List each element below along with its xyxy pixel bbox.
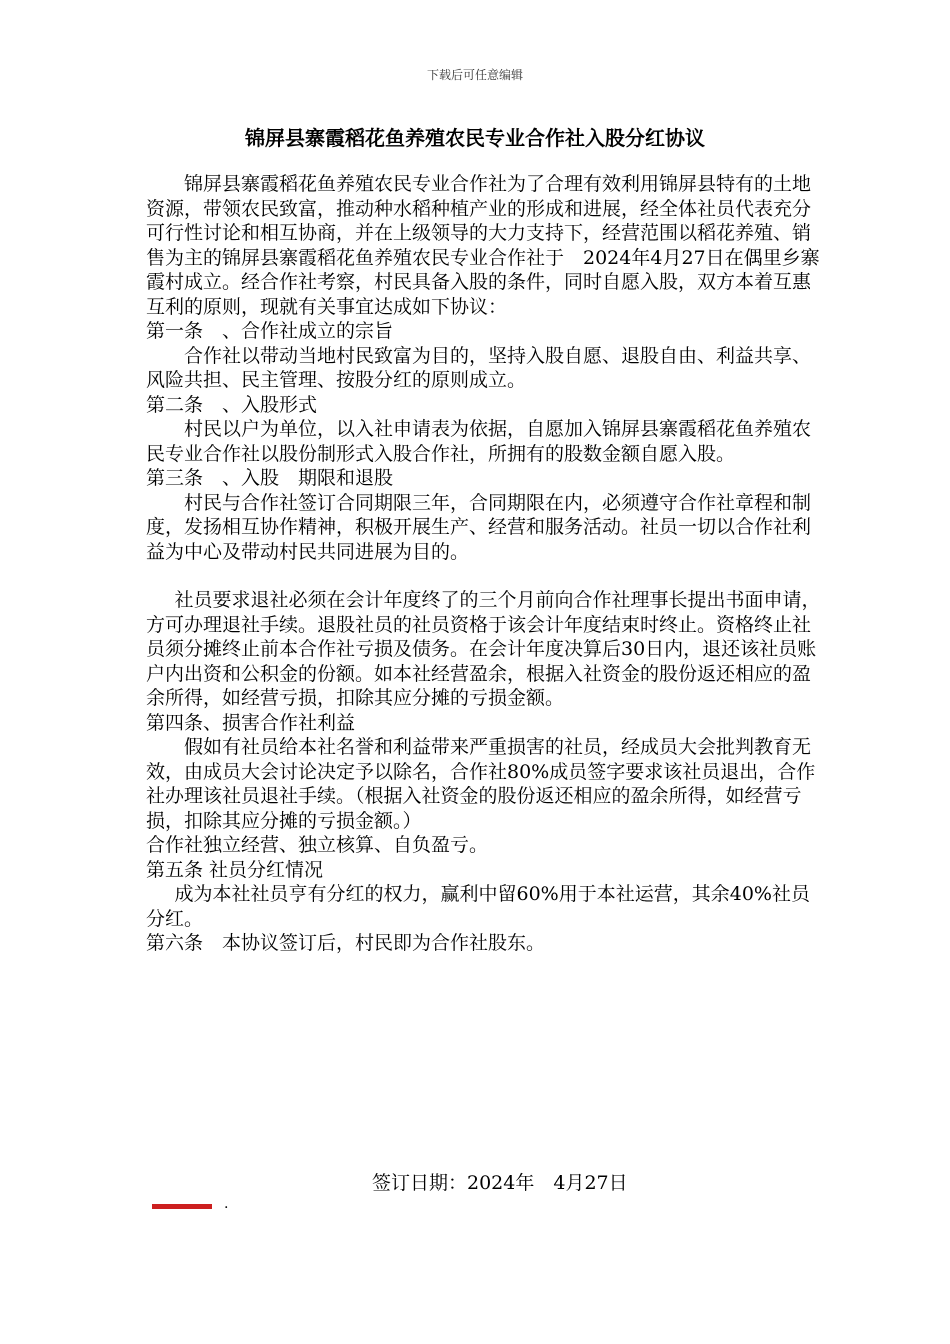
article-2-body: 村民以户为单位，以入社申请表为依据，自愿加入锦屏县寨霞稻花鱼养殖农民专业合作社以股份制形式入股合作社，所拥有的股数金额自愿入股。 (146, 418, 812, 465)
article-4-body: 假如有社员给本社名誉和利益带来严重损害的社员，经成员大会批判教育无效，由成员大会讨论决定予以除名，合作社80%成员签字要求该社员退出，合作社办理该社员退社手续。（根据入社资金的股份返还相应的盈余所得，如经营亏损，扣除其应分摊的亏损金额。） (146, 736, 816, 832)
header-note: 下载后可任意编辑 (426, 68, 523, 82)
red-decorative-bar (152, 1204, 212, 1209)
signing-date: 签订日期：2024年 4月27日 (372, 1172, 628, 1194)
article-1-body: 合作社以带动当地村民致富为目的，坚持入股自愿、退股自由、利益共享、风险共担、民主管理、按股分红的原则成立。 (146, 344, 812, 391)
document-body (146, 172, 826, 956)
page-title: 锦屏县寨霞稻花鱼养殖农民专业合作社入股分红协议 (245, 126, 705, 150)
independent-operation: 合作社独立经营、独立核算、自负盈亏。 (146, 834, 489, 856)
intro-paragraph: 锦屏县寨霞稻花鱼养殖农民专业合作社为了合理有效利用锦屏县特有的土地资源，带领农民致富，推动种水稻种植产业的形成和进展，经全体社员代表充分可行性讨论和相互协商，并在上级领导的大力支持下，经营范围以稻花养殖、销售为主的锦屏县寨霞稻花鱼养殖农民专业合作社于 2024年4月27日在偶里乡寨霞村成立。经合作社考察，村民具备入股的条件，同时自愿入股，双方本着互惠互利的原则，现就有关事宜达成如下协议： (146, 173, 820, 318)
article-4-title: 第四条、损害合作社利益 (146, 711, 356, 734)
article-6: 第六条 本协议签订后，村民即为合作社股东。 (146, 932, 546, 954)
article-2-title: 第二条 、入股形式 (146, 393, 318, 416)
paragraph-gap (146, 564, 826, 588)
footer-dot: . (224, 1196, 229, 1212)
article-3-title: 第三条 、入股 期限和退股 (146, 467, 394, 489)
article-1-title: 第一条 、合作社成立的宗旨 (146, 320, 394, 342)
article-3-withdrawal: 社员要求退社必须在会计年度终了的三个月前向合作社理事长提出书面申请，方可办理退社手续。退股社员的社员资格于该会计年度结束时终止。资格终止社员须分摊终止前本合作社亏损及债务。在会计年度决算后30日内，退还该社员账户内出资和公积金的份额。如本社经营盈余，根据入社资金的股份返还相应的盈余所得，如经营亏损，扣除其应分摊的亏损金额。 (146, 589, 821, 709)
article-5-body: 成为本社社员亨有分红的权力，赢利中留60%用于本社运营，其余40%社员分红。 (146, 883, 810, 930)
article-3-body: 村民与合作社签订合同期限三年，合同期限在内，必须遵守合作社章程和制度，发扬相互协作精神，积极开展生产、经营和服务活动。社员一切以合作社利益为中心及带动村民共同进展为目的。 (146, 491, 812, 563)
article-5-title: 第五条 社员分红情况 (146, 858, 324, 881)
